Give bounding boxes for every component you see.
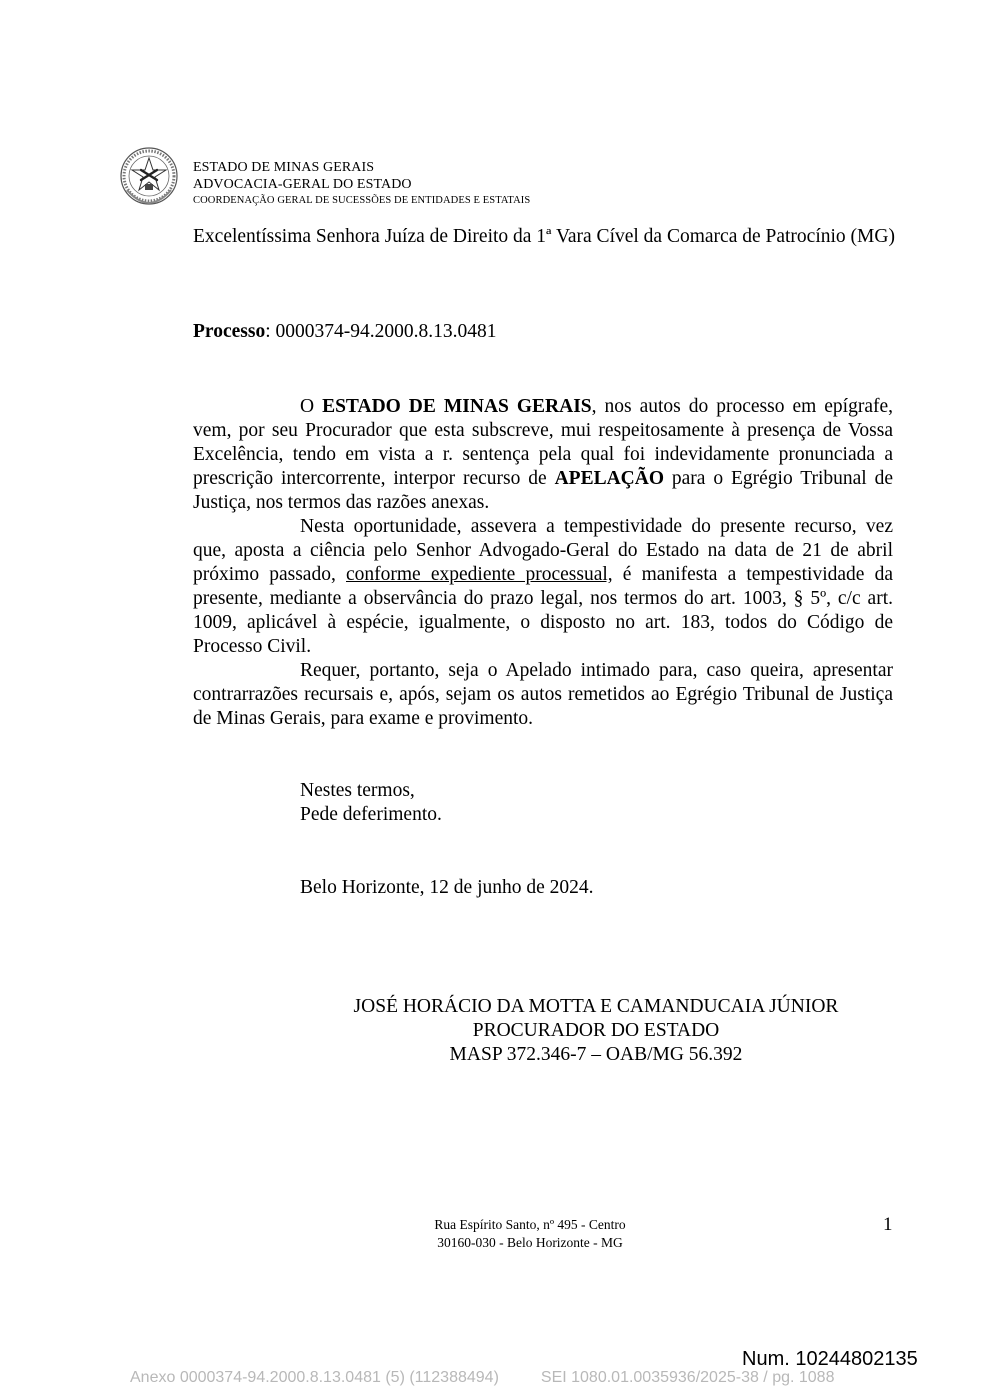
para1-lead: O [300,396,323,417]
sei-reference: SEI 1080.01.0035936/2025-38 / pg. 1088 [540,1369,835,1386]
para1-text: , nos autos do processo em epígrafe, vem, por seu Procurador que esta subscreve, mui respeitosamente à presença de Vossa Excelência, tendo em vista a r. sentença pela qual foi indevidamente pronunciada a prescrição intercorrente, interpor recurso de [193,396,893,489]
header-agency-name: ADVOCACIA-GERAL DO ESTADO [193,177,412,192]
process-label: Processo [193,321,266,342]
process-separator: : [265,321,276,342]
state-seal-icon [119,146,179,206]
header-department-name: COORDENAÇÃO GERAL DE SUCESSÕES DE ENTIDADES E ESTATAIS [193,195,531,206]
para1-appeal-keyword: APELAÇÃO [554,468,664,489]
closing-line-1: Nestes termos, [300,780,415,801]
footer-address-line-2: 30160-030 - Belo Horizonte - MG [437,1235,623,1250]
header-state-name: ESTADO DE MINAS GERAIS [193,160,375,175]
process-reference [193,320,497,344]
footer-address [380,1216,680,1252]
closing-line-2: Pede deferimento. [300,804,442,825]
annex-watermark [130,1369,834,1387]
signature-block [300,995,892,1067]
petition-body [193,395,893,731]
para1-state-name: ESTADO DE MINAS GERAIS [322,396,592,417]
annex-reference: Anexo 0000374-94.2000.8.13.0481 (5) (112388494) [130,1369,499,1386]
process-number: 0000374-94.2000.8.13.0481 [275,321,497,342]
signer-name: JOSÉ HORÁCIO DA MOTTA E CAMANDUCAIA JÚNIOR [353,996,839,1017]
closing [300,779,442,827]
paragraph-timeliness [193,515,893,659]
page-number: 1 [883,1214,893,1235]
signer-registration: MASP 372.346-7 – OAB/MG 56.392 [449,1044,743,1065]
document-number: Num. 10244802135 [742,1348,918,1370]
para2-underlined-reference: conforme expediente processual, [346,564,613,585]
signer-title: PROCURADOR DO ESTADO [472,1020,720,1041]
paragraph-appeal [193,395,893,515]
para1-text-end: para o Egrégio Tribunal de Justiça, nos termos das razões anexas. [193,468,893,513]
paragraph-request: Requer, portanto, seja o Apelado intimado para, caso queira, apresentar contrarrazões recursais e, após, sejam os autos remetidos ao Egrégio Tribunal de Justiça de Minas Gerais, para exame e provimento. [193,660,893,729]
para2-text-end: é manifesta a tempestividade da presente, mediante a observância do prazo legal, nos termos do art. 1003, § 5º, c/c art. 1009, aplicável à espécie, igualmente, o disposto no art. 183, todos do Código de Processo Civil. [193,564,893,657]
para2-text: Nesta oportunidade, assevera a tempestividade do presente recurso, vez que, aposta a ciência pelo Senhor Advogado-Geral do Estado na data de 21 de abril próximo passado, [193,516,893,585]
addressee: Excelentíssima Senhora Juíza de Direito da 1ª Vara Cível da Comarca de Patrocínio (MG) [193,226,895,247]
footer-address-line-1: Rua Espírito Santo, nº 495 - Centro [434,1217,626,1232]
place-and-date: Belo Horizonte, 12 de junho de 2024. [300,877,594,898]
